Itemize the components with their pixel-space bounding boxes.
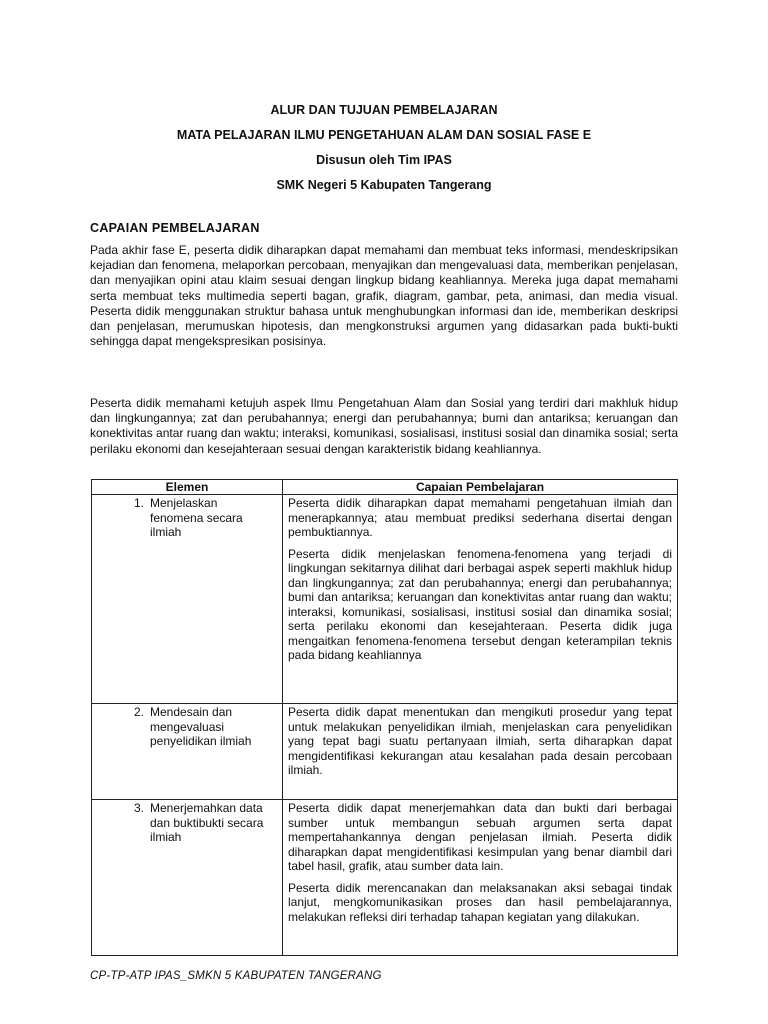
header-elemen: Elemen (92, 480, 283, 495)
row-number: 2. (133, 705, 144, 719)
elemen-text: Menjelaskan fenomena secara ilmiah (150, 496, 243, 539)
table-header-row (92, 480, 678, 495)
table-row (92, 704, 678, 800)
paragraph-intro: Pada akhir fase E, peserta didik diharapkan dapat memahami dan membuat teks informasi, mendeskripsikan kejadian dan fenomena, melaporkan percobaan, menyajikan dan mengevaluasi data, memberikan penjelasan, dan menyajikan opini atau klaim sesuai dengan lingkup bidang keahliannya. Mereka juga dapat memahami serta membuat teks multimedia seperti bagan, grafik, diagram, gambar, peta, animasi, dan media visual. Peserta didik menggunakan struktur bahasa untuk menghubungkan informasi dan ide, memberikan deskripsi dan penjelasan, merumuskan hipotesis, dan mengkonstruksi argumen yang didasarkan pada bukti-bukti sehingga dapat mengekspresikan posisinya. (90, 243, 678, 349)
capaian-paragraph: Peserta didik dapat menerjemahkan data dan bukti dari berbagai sumber untuk membangun sebuah argumen serta dapat mempertahankannya dengan penjelasan ilmiah. Peserta didik diharapkan dapat mengidentifikasi kesimpulan yang benar diambil dari tabel hasil, grafik, atau sumber data lain. (288, 801, 672, 873)
elemen-text: Mendesain dan mengevaluasi penyelidikan ilmiah (150, 705, 252, 748)
header-capaian: Capaian Pembelajaran (283, 480, 678, 495)
row-number: 3. (133, 801, 144, 815)
capaian-paragraph: Peserta didik diharapkan dapat memahami pengetahuan ilmiah dan menerapkannya; atau membuat prediksi sederhana disertai dengan pembuktiannya. (288, 496, 672, 539)
row-number: 1. (133, 496, 144, 510)
section-heading: CAPAIAN PEMBELAJARAN (90, 221, 260, 235)
capaian-paragraph: Peserta didik menjelaskan fenomena-fenomena yang terjadi di lingkungan sekitarnya dilihat dari berbagai aspek seperti makhluk hidup dan lingkungannya; zat dan perubahannya; energi dan perubahannya; bumi dan antariksa; keruangan dan konektivitas antar ruang dan waktu; interaksi, komunikasi, sosialisasi, institusi sosial dan dinamika sosial; serta perilaku ekonomi dan kesejahteraan. Peserta didik juga mengaitkan fenomena-fenomena tersebut dengan keterampilan teknis pada bidang keahliannya (288, 546, 672, 662)
capaian-paragraph: Peserta didik merencanakan dan melaksanakan aksi sebagai tindak lanjut, mengkomunikasikan proses dan hasil pembelajarannya, melakukan refleksi diri terhadap tahapan kegiatan yang dilakukan. (288, 880, 672, 924)
elemen-cell (92, 704, 283, 800)
table-row (92, 495, 678, 704)
elemen-table (91, 479, 678, 956)
capaian-cell (283, 495, 678, 704)
capaian-cell (283, 704, 678, 800)
table-row (92, 800, 678, 956)
document-title: ALUR DAN TUJUAN PEMBELAJARAN (270, 103, 498, 117)
page-footer: CP-TP-ATP IPAS_SMKN 5 KABUPATEN TANGERANG (90, 970, 382, 982)
paragraph-aspects: Peserta didik memahami ketujuh aspek Ilmu Pengetahuan Alam dan Sosial yang terdiri dari makhluk hidup dan lingkungannya; zat dan perubahannya; energi dan perubahannya; bumi dan antariksa; keruangan dan konektivitas antar ruang dan waktu; interaksi, komunikasi, sosialisasi, institusi sosial dan dinamika sosial; serta perilaku ekonomi dan kesejahteraan sesuai dengan karakteristik bidang keahliannya. (90, 396, 678, 456)
elemen-text: Menerjemahkan data dan buktibukti secara ilmiah (150, 801, 264, 844)
author-line: Disusun oleh Tim IPAS (316, 153, 452, 167)
capaian-paragraph: Peserta didik dapat menentukan dan mengikuti prosedur yang tepat untuk melakukan penyelidikan ilmiah, menjelaskan cara penyelidikan yang tepat bagi suatu pertanyaan ilmiah, serta diharapkan dapat mengidentifikasi kekurangan atau kesalahan pada desain percobaan ilmiah. (288, 705, 672, 777)
capaian-cell (283, 800, 678, 956)
elemen-cell (92, 800, 283, 956)
subject-title: MATA PELAJARAN ILMU PENGETAHUAN ALAM DAN SOSIAL FASE E (176, 128, 592, 142)
school-name: SMK Negeri 5 Kabupaten Tangerang (276, 178, 492, 192)
elemen-cell (92, 495, 283, 704)
